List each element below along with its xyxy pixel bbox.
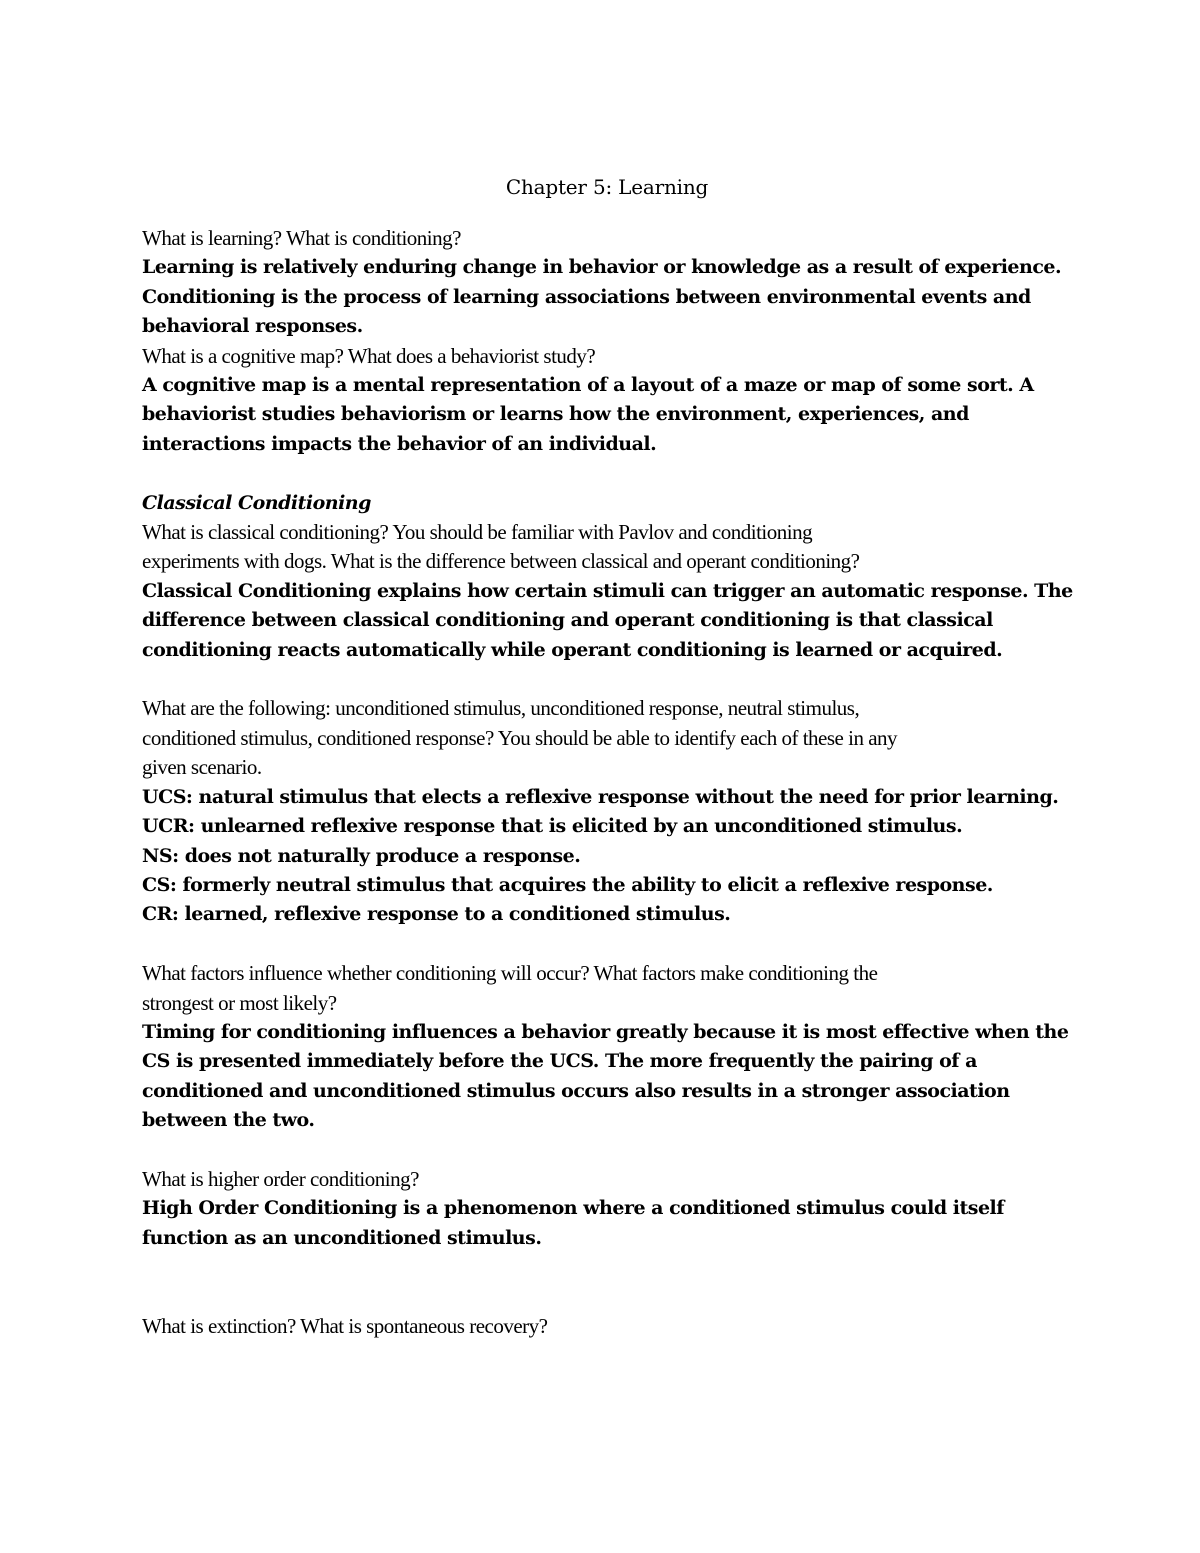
section-heading-classical-conditioning: Classical Conditioning <box>142 491 371 514</box>
definition-ucs: UCS: natural stimulus that elects a reflexive response without the need for prior learning. <box>142 785 1059 808</box>
answer-line: Classical Conditioning explains how certain stimuli can trigger an automatic response. The <box>142 579 1073 602</box>
document-body <box>142 172 1072 1341</box>
question-higher-order: What is higher order conditioning? <box>142 1166 419 1191</box>
answer-line: behaviorist studies behaviorism or learns how the environment, experiences, and <box>142 403 969 426</box>
page-title: Chapter 5: Learning <box>505 175 709 199</box>
definition-cr: CR: learned, reflexive response to a conditioned stimulus. <box>142 903 731 926</box>
spacer <box>142 1253 1072 1312</box>
question-learning: What is learning? What is conditioning? <box>142 226 461 250</box>
question-line: What are the following: unconditioned stimulus, unconditioned response, neutral stimulus, <box>142 696 860 721</box>
definition-ucr: UCR: unlearned reflexive response that is elicited by an unconditioned stimulus. <box>142 815 963 838</box>
question-line: given scenario. <box>142 755 262 780</box>
answer-line: High Order Conditioning is a phenomenon where a conditioned stimulus could itself <box>142 1197 1004 1220</box>
question-line: conditioned stimulus, conditioned response? You should be able to identify each of these in any <box>142 725 898 750</box>
spacer <box>142 665 1072 694</box>
question-line: experiments with dogs. What is the difference between classical and operant conditioning? <box>142 549 860 574</box>
question-line: strongest or most likely? <box>142 990 337 1015</box>
spacer <box>142 1136 1072 1165</box>
answer-line: between the two. <box>142 1109 315 1132</box>
answer-line: A cognitive map is a mental representation of a layout of a maze or map of some sort. A <box>142 374 1034 397</box>
answer-line: conditioning reacts automatically while operant conditioning is learned or acquired. <box>142 638 1003 661</box>
answer-line: interactions impacts the behavior of an individual. <box>142 432 657 455</box>
answer-line: behavioral responses. <box>142 315 363 338</box>
answer-line: Conditioning is the process of learning associations between environmental events and <box>142 285 1031 308</box>
answer-line: conditioned and unconditioned stimulus occurs also results in a stronger association <box>142 1079 1010 1102</box>
answer-line: Timing for conditioning influences a behavior greatly because it is most effective when the <box>142 1020 1069 1043</box>
definition-cs: CS: formerly neutral stimulus that acquires the ability to elicit a reflexive response. <box>142 873 993 896</box>
answer-line: CS is presented immediately before the UCS. The more frequently the pairing of a <box>142 1050 977 1073</box>
spacer <box>142 459 1072 488</box>
question-line: What is classical conditioning? You should be familiar with Pavlov and conditioning <box>142 520 813 545</box>
answer-line: Learning is relatively enduring change in behavior or knowledge as a result of experience. <box>142 256 1062 279</box>
question-cognitive-map: What is a cognitive map? What does a behaviorist study? <box>142 343 596 368</box>
answer-line: function as an unconditioned stimulus. <box>142 1226 542 1249</box>
question-line: What factors influence whether conditioning will occur? What factors make conditioning the <box>142 961 878 986</box>
answer-line: difference between classical conditioning and operant conditioning is that classical <box>142 609 993 632</box>
spacer <box>142 930 1072 959</box>
question-extinction: What is extinction? What is spontaneous recovery? <box>142 1313 548 1338</box>
definition-ns: NS: does not naturally produce a response. <box>142 844 581 867</box>
